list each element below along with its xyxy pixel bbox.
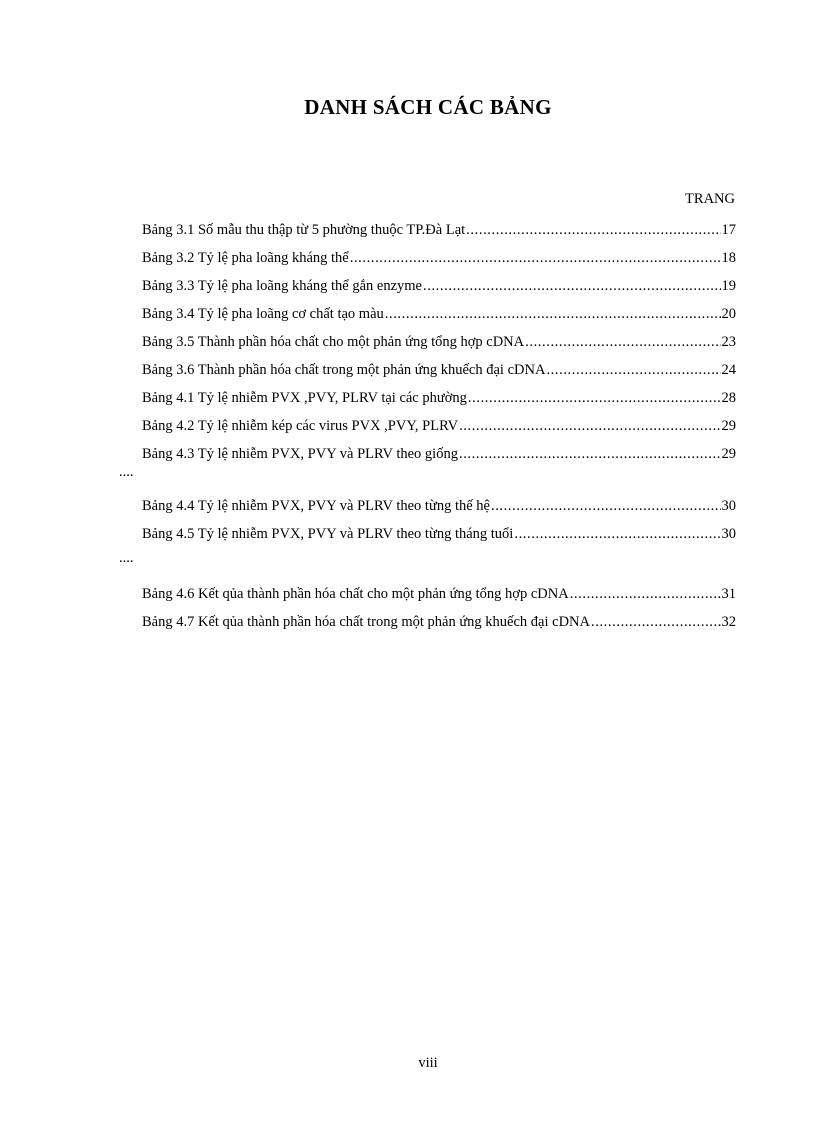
toc-entry[interactable] — [142, 612, 736, 632]
toc-entry-label: Bảng 3.3 Tỷ lệ pha loãng kháng thể gắn enzyme — [142, 278, 422, 294]
toc-row — [119, 524, 736, 584]
toc-entry-page: 18 — [721, 250, 736, 266]
toc-entry-label: Bảng 3.1 Số mẫu thu thập từ 5 phường thuộc TP.Đà Lạt — [142, 222, 466, 238]
toc-entry-label: Bảng 4.3 Tỷ lệ nhiễm PVX, PVY và PLRV theo giống — [142, 446, 458, 462]
toc-entry-label: Bảng 4.1 Tỷ lệ nhiễm PVX ,PVY, PLRV tại các phường — [142, 390, 467, 406]
toc-row — [119, 444, 736, 496]
toc-entry-page: 24 — [721, 362, 736, 378]
toc-entry[interactable] — [142, 332, 736, 352]
dot-leader — [468, 388, 721, 408]
dot-leader — [423, 276, 721, 296]
toc-entry-page: 20 — [721, 306, 736, 322]
page-number: viii — [418, 1055, 438, 1071]
toc-entry-label: Bảng 4.2 Tỷ lệ nhiễm kép các virus PVX ,PVY, PLRV — [142, 418, 459, 434]
toc-entry-page: 31 — [721, 586, 736, 602]
toc-entry[interactable] — [142, 388, 736, 408]
toc-entry[interactable] — [142, 444, 736, 464]
toc-entry-page: 23 — [721, 334, 736, 350]
toc-entry[interactable] — [142, 584, 736, 604]
toc-entry-page: 32 — [721, 614, 736, 630]
toc-entry[interactable] — [142, 496, 736, 516]
dot-leader — [350, 248, 721, 268]
toc-entry[interactable] — [142, 360, 736, 380]
toc-leader-overflow: .... — [119, 464, 134, 480]
toc-row — [142, 304, 736, 332]
toc-entry-label: Bảng 4.7 Kết qủa thành phần hóa chất trong một phản ứng khuếch đại cDNA — [142, 614, 590, 630]
toc-entry-page: 19 — [721, 278, 736, 294]
toc-entry-page: 29 — [721, 418, 736, 434]
page-column-header: TRANG — [685, 191, 735, 207]
toc-entry-page: 30 — [721, 498, 736, 514]
dot-leader — [459, 416, 720, 436]
toc-entry-label: Bảng 4.6 Kết qủa thành phần hóa chất cho một phản ứng tổng hợp cDNA — [142, 586, 569, 602]
toc-row — [142, 332, 736, 360]
toc-row — [142, 416, 736, 444]
toc-entry-page: 17 — [721, 222, 736, 238]
toc-row — [142, 612, 736, 640]
toc-row — [142, 248, 736, 276]
page-title: DANH SÁCH CÁC BẢNG — [304, 95, 552, 119]
table-of-tables — [119, 220, 736, 640]
dot-leader — [466, 220, 720, 240]
dot-leader — [385, 304, 721, 324]
toc-entry-label: Bảng 4.4 Tỷ lệ nhiễm PVX, PVY và PLRV theo từng thế hệ — [142, 498, 490, 514]
dot-leader — [591, 612, 721, 632]
toc-entry[interactable] — [142, 524, 736, 544]
dot-leader — [459, 444, 721, 464]
toc-row — [142, 388, 736, 416]
toc-entry-label: Bảng 3.5 Thành phần hóa chất cho một phản ứng tổng hợp cDNA — [142, 334, 525, 350]
dot-leader — [514, 524, 720, 544]
toc-row — [142, 584, 736, 612]
dot-leader — [546, 360, 720, 380]
toc-row — [142, 496, 736, 524]
toc-row — [142, 360, 736, 388]
toc-entry-label: Bảng 3.6 Thành phần hóa chất trong một phản ứng khuếch đại cDNA — [142, 362, 546, 378]
toc-leader-overflow: .... — [119, 550, 134, 566]
toc-entry[interactable] — [142, 304, 736, 324]
toc-entry-page: 28 — [721, 390, 736, 406]
toc-entry[interactable] — [142, 276, 736, 296]
dot-leader — [491, 496, 721, 516]
toc-entry[interactable] — [142, 220, 736, 240]
toc-row — [142, 276, 736, 304]
toc-entry-label: Bảng 4.5 Tỷ lệ nhiễm PVX, PVY và PLRV theo từng tháng tuổi — [142, 526, 514, 542]
dot-leader — [525, 332, 720, 352]
toc-row — [142, 220, 736, 248]
toc-entry-page: 29 — [721, 446, 736, 462]
toc-entry[interactable] — [142, 416, 736, 436]
toc-entry[interactable] — [142, 248, 736, 268]
toc-entry-label: Bảng 3.2 Tỷ lệ pha loãng kháng thể — [142, 250, 349, 266]
toc-entry-label: Bảng 3.4 Tỷ lệ pha loãng cơ chất tạo màu — [142, 306, 384, 322]
dot-leader — [570, 584, 721, 604]
toc-entry-page: 30 — [721, 526, 736, 542]
